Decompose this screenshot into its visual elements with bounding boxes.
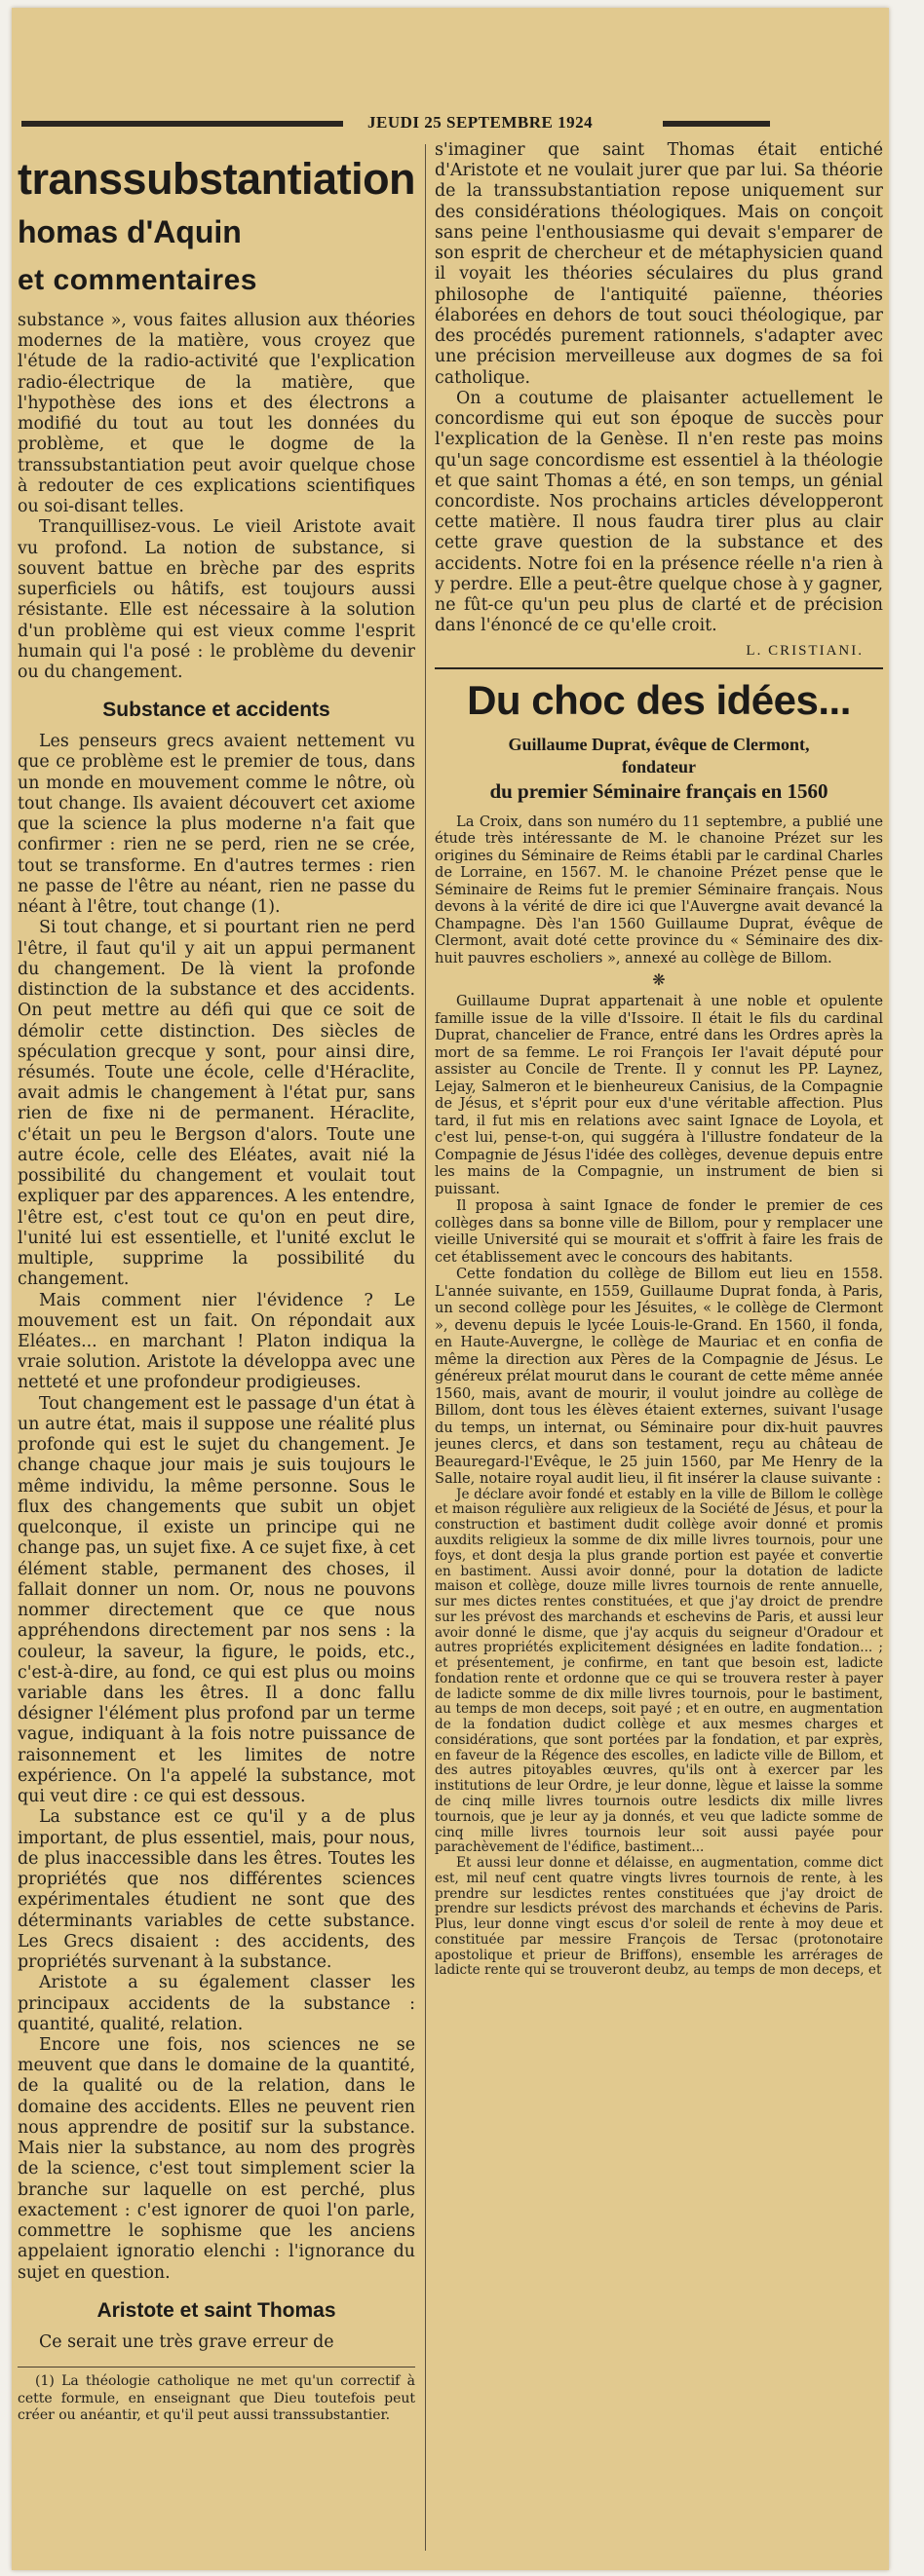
article-subtitle-2: et commentaires (18, 264, 257, 296)
column-divider (425, 144, 426, 2551)
author-signature: L. CRISTIANI. (746, 642, 864, 659)
newspaper-clipping (12, 8, 889, 2570)
paragraph: Aristote a su également classer les principaux accidents de la substance : quantité, qualité, relation. (18, 1973, 415, 2034)
header-rule-left (21, 121, 343, 127)
asterism-icon: ❋ (652, 970, 666, 990)
footnote (18, 2367, 415, 2425)
paragraph: Tout changement est le passage d'un état à un autre état, mais il suppose une réalité plus profonde qui est le sujet du changement. Je change chaque jour mais je suis toujours le même individu, la même personne. Sous le flux des changements que subit un objet quelconque, il existe un principe qui ne change pas, un sujet fixe. A ce sujet fixe, à cet élément stable, permanent des choses, il fallait donner un nom. Or, nous ne pouvons nommer directement que ce que nous appréhendons directement par nos sens : la couleur, la saveur, la figure, le poids, etc., c'est-à-dire, au fond, ce qui est plus ou moins variable dans les êtres. Il a donc fallu désigner l'élément plus profond par un terme vague, indiquant à la fois notre puissance de raisonnement et les limites de notre expérience. On l'a appelé la substance, mot qui veut dire : ce qui est dessous. (18, 1393, 415, 1807)
article-subtitle: homas d'Aquin (18, 214, 242, 249)
paragraph-quote: Et aussi leur donne et délaisse, en augmentation, comme dict est, mil neuf cent quatre vingts livres tournois de rente, à les prendre sur lesdictes rentes constituées que j'ay droict de prendre sur lesdicts prévost des marchands et échevins de Paris. Plus, leur donne vingt escus d'or soleil de rente à moy deue et constituée par messire François de Tersac (protonotaire apostolique et prieur de Briffons), ensemble les arrérages de ladicte rente qui se trouveront deubz, au temps de mon deceps, et (435, 1855, 883, 1979)
paragraph: Les penseurs grecs avaient nettement vu que ce problème est le premier de tous, dans un monde en mouvement comme le nôtre, où tout change. Ils avaient découvert cet axiome que la science la plus moderne n'a fait que confirmer : rien ne se perd, rien ne se crée, tout se transforme. En d'autres termes : rien ne passe de l'être au néant, rien ne passe du néant à l'être, tout change (1). (18, 732, 415, 918)
paragraph: Si tout change, et si pourtant rien ne perd l'être, il faut qu'il y ait un appui permanent du changement. De là vient la profonde distinction de la substance et des accidents. On peut mettre au défi qui que ce soit de démolir cette distinction. Des siècles de spéculation grecque y sont, pour ainsi dire, résumés. Toute une école, celle d'Héraclite, avait admis le changement à l'état pur, sans rien de fixe ni de permanent. Héraclite, c'était un peu le Bergson d'alors. Toute une autre école, celle des Eléates, avait nié la possibilité du changement et voulait tout expliquer par des apparences. A les entendre, l'être est, c'est tout ce qu'on en peut dire, l'unité lui est essentielle, et l'unité exclut le multiple, supprime la possibilité du changement. (18, 918, 415, 1290)
paragraph: On a coutume de plaisanter actuellement le concordisme qui eut son époque de succès pour l'explication de la Genèse. Il n'en reste pas moins qu'un sage concordisme est essentiel à la théologie et que saint Thomas a été, en son temps, un génial concordiste. Nos prochains articles développeront cette matière. Il nous faudra tirer plus au clair cette grave question de la substance et des accidents. Notre foi en la présence réelle n'a rien à y perdre. Elle a peut-être quelque chose à y gagner, ne fût-ce qu'un peu plus de clarté et de précision dans l'énoncé de ce qu'elle croit. (435, 388, 883, 636)
article-title: transsubstantiation (18, 154, 415, 204)
headline-line-1: Guillaume Duprat, évêque de Clermont, (508, 734, 810, 754)
header-rule-right (663, 121, 770, 127)
paragraph: Cette fondation du collège de Billom eut lieu en 1558. L'année suivante, en 1559, Guillaume Duprat fonda, à Paris, un second collège pour les Jésuites, « le collège de Clermont », devenu depuis le lycée Louis-le-Grand. En 1560, il fonda, en Haute-Auvergne, le collège de Mauriac et en confia de même la direction aux Pères de la Compagnie de Jésus. Le généreux prélat mourut dans le courant de cette même année 1560, mais, avant de mourir, il voulut joindre au collège de Billom, dont tous les élèves étaient externes, suivant l'usage du temps, un internat, ou Séminaire pour dix-huit pauvres jeunes clercs, et dans son testament, reçu au château de Beauregard-l'Evêque, le 25 juin 1560, par Me Henry de la Salle, notaire royal audit lieu, il fit insérer la clause suivante : (435, 1266, 883, 1488)
paragraph: Tranquillisez-vous. Le vieil Aristote avait vu profond. La notion de substance, si souvent battue en brèche par des esprits superficiels ou hâtifs, est toujours aussi résistante. Elle est nécessaire à la solution d'un problème qui est vieux comme l'esprit humain qui l'a posé : le problème du devenir ou du changement. (18, 517, 415, 682)
left-column (18, 144, 415, 2558)
right-column (435, 140, 883, 2557)
issue-date: JEUDI 25 SEPTEMBRE 1924 (367, 113, 594, 132)
paragraph: substance », vous faites allusion aux théories modernes de la matière, vous croyez que l'étude de la radio-activité que l'explication radio-électrique de la matière, que l'hypothèse des ions et des électrons a modifié du tout au tout les données du problème, et que le dogme de la transsubstantiation peut avoir quelque chose à redouter de ces explications scientifiques ou soi-disant telles. (18, 311, 415, 517)
section-heading-substance: Substance et accidents (102, 699, 330, 722)
headline-line-2: fondateur (622, 757, 696, 777)
section-heading-aristote: Aristote et saint Thomas (96, 2298, 336, 2322)
section-rule (435, 667, 883, 669)
paragraph: Guillaume Duprat appartenait à une noble et opulente famille issue de la ville d'Issoire. Il était le fils du cardinal Duprat, chancelier de France, entré dans les Ordres après la mort de sa femme. Le roi François Ier l'avait député pour assister au Concile de Trente. Il y connut les PP. Laynez, Lejay, Salmeron et le bienheureux Canisius, de la Compagnie de Jésus, et s'éprit pour eux d'une véritable affection. Plus tard, il fut mis en relations avec saint Ignace de Loyola, et c'est lui, pense-t-on, qui suggéra à l'illustre fondateur de la Compagnie de Jésus l'idée des collèges, devenue depuis entre les mains de la Compagnie, un instrument de bien si puissant. (435, 993, 883, 1197)
paragraph: La Croix, dans son numéro du 11 septembre, a publié une étude très intéressante de M. le chanoine Prézet sur les origines du Séminaire de Reims établi par le cardinal Charles de Lorraine, en 1567. M. le chanoine Prézet pense que le Séminaire de Reims fut le premier Séminaire français. Nous devons à la vérité de dire ici que l'Auvergne avait devancé la Champagne. Dès l'an 1560 Guillaume Duprat, évêque de Clermont, avait doté cette province du « Séminaire des dix-huit pauvres escholiers », annexé au collège de Billom. (435, 813, 883, 966)
page-header (21, 113, 879, 133)
paragraph: s'imaginer que saint Thomas était entiché d'Aristote et ne voulait jurer que par lui. Sa théorie de la transsubstantiation repose uniquement sur des considérations théologiques. Mais on conçoit sans peine l'enthousiasme qui devait s'emparer de son esprit de chercheur et de métaphysicien quand il voyait les théories séculaires du plus grand philosophe de l'antiquité païenne, théories élaborées en dehors de tout souci théologique, par des procédés purement rationnels, s'adapter avec une précision merveilleuse aux dogmes de sa foi catholique. (435, 140, 883, 388)
paragraph: Ce serait une très grave erreur de (39, 2331, 334, 2352)
headline-line-3: du premier Séminaire français en 1560 (489, 779, 828, 804)
paragraph: Il proposa à saint Ignace de fonder le premier de ces collèges dans sa bonne ville de Billom, pour y remplacer une vieille Université qui se mourait et s'offrit à faire les frais de cet établissement avec le concours des habitants. (435, 1197, 883, 1266)
paragraph-quote: Je déclare avoir fondé et estably en la ville de Billom le collège et maison régulière aux religieux de la Société de Jésus, et pour la construction et bastiment dudit collège avoir donné et promis auxdits religieux la somme de dix mille livres tournois, pour une foys, et dont desja la plus grande portion est payée et convertie en bastiment. Aussi avoir donné, pour la dotation de ladicte maison et collège, douze mille livres tournois de rente annuelle, sur mes dictes rentes constituées, et que j'ay droict de prendre sur les prévost des marchands et eschevins de Paris, et aussi leur avoir donné le disme, que j'ay acquis du seigneur d'Oradour et autres propriétés explicitement désignées en ladite fondation... ; et présentement, je confirme, en tant que besoin est, ladicte fondation rente et ordonne que ce qui se trouvera rester à payer de ladicte somme de dix mille livres tournois, pour le bastiment, au temps de mon deceps, soit payé ; et en outre, en augmentation de la fondation dudict collège et aux mesmes charges et considérations, que sont portées par la fondation, et par exprès, en faveur de la Régence des escolles, en ladicte ville de Billom, et des autres pitoyables œuvres, qu'ils ont à exercer par les institutions de leur Ordre, je leur donne, lègue et laisse la somme de cinq mille livres tournois outre lesdicts dix mille livres tournois, que je leur ay ja donnés, et veu que ladicte somme de cinq mille livres tournois leur soit aussi payée pour parachèvement de l'édifice, bastiment... (435, 1486, 883, 1856)
section-title-choc: Du choc des idées... (467, 676, 851, 723)
paragraph: La substance est ce qu'il y a de plus important, de plus essentiel, mais, pour nous, de plus inaccessible dans les êtres. Toutes les propriétés que nos différentes sciences expérimentales étudient ne sont que des déterminants variables de cette substance. Les Grecs disaient : des accidents, des propriétés survenant à la substance. (18, 1807, 415, 1973)
paragraph: Mais comment nier l'évidence ? Le mouvement est un fait. On répondait aux Eléates... en marchant ! Platon indiqua la vraie solution. Aristote la développa avec une netteté et une profondeur prodigieuses. (18, 1290, 415, 1393)
paragraph: Encore une fois, nos sciences ne se meuvent que dans le domaine de la quantité, de la qualité ou de la relation, dans le domaine des accidents. Elles ne peuvent rien nous apprendre de positif sur la substance. Mais nier la substance, au nom des progrès de la science, c'est tout simplement scier la branche sur laquelle on est perché, plus exactement : c'est ignorer de quoi l'on parle, commettre le sophisme que les anciens appelaient ignoratio elenchi : l'ignorance du sujet en question. (18, 2034, 415, 2283)
footnote-text: (1) La théologie catholique ne met qu'un correctif à cette formule, en enseignant que Dieu toutefois peut créer ou anéantir, et qu'il peut aussi transsubstantier. (18, 2373, 415, 2424)
